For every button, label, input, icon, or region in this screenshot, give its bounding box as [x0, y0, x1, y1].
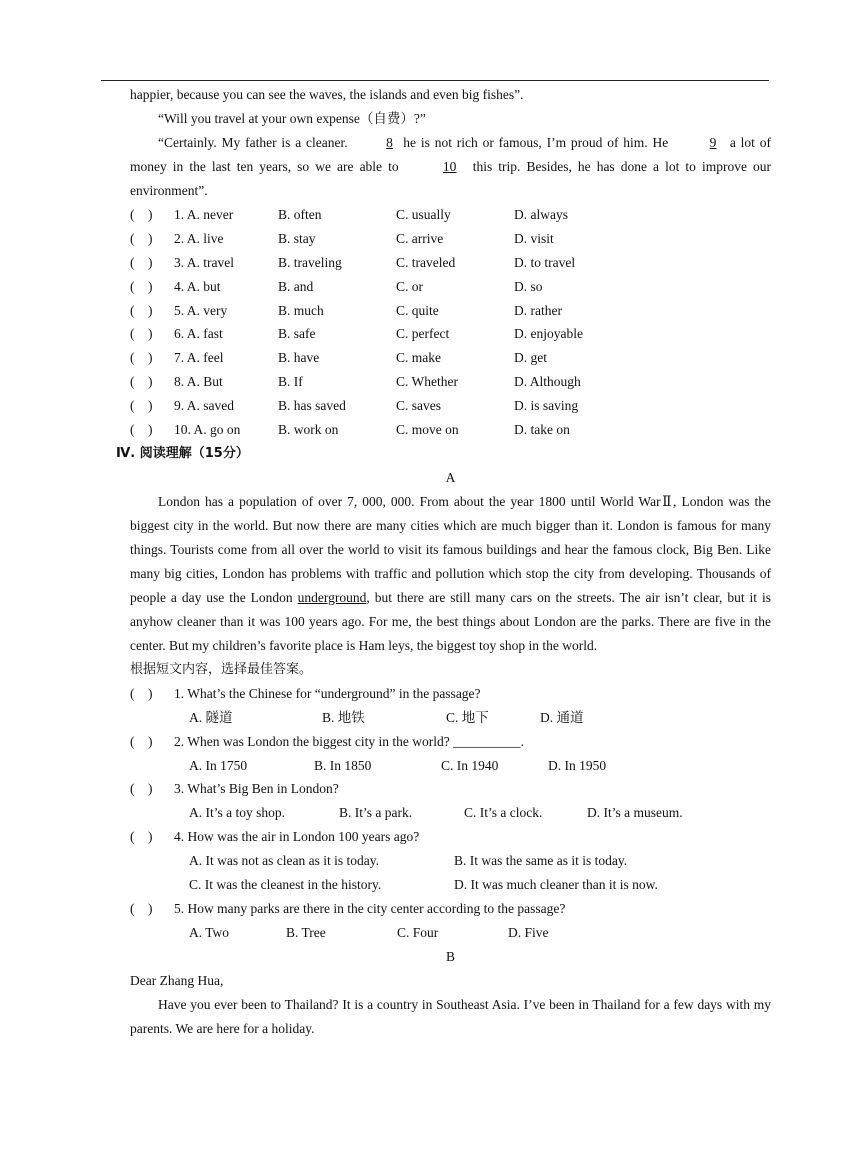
cloze-row: ( ) 5. A. very B. much C. quite D. rather	[130, 302, 562, 318]
cloze-row: ( ) 9. A. saved B. has saved C. saves D. is saving	[130, 398, 579, 414]
page-content	[116, 83, 772, 1041]
blank-10: 10	[442, 159, 457, 174]
cloze-row: ( ) 7. A. feel B. have C. make D. get	[130, 350, 547, 366]
question: ( ) 1. What’s the Chinese for “underground” in the passage?	[130, 685, 481, 701]
cloze-row: ( ) 10. A. go on B. work on C. move on D. take on	[130, 422, 570, 438]
header-rule	[101, 80, 769, 81]
question: ( ) 4. How was the air in London 100 years ago?	[130, 829, 420, 845]
blank-8: 8	[386, 135, 393, 150]
question: ( ) 5. How many parks are there in the city center according to the passage?	[130, 900, 566, 916]
cloze-row: ( ) 1. A. never B. often C. usually D. always	[130, 207, 568, 222]
cloze-row: ( ) 8. A. But B. If C. Whether D. Although	[130, 374, 581, 390]
cloze-options	[130, 203, 771, 442]
question-options: A. Two B. Tree C. Four D. Five	[189, 924, 549, 940]
passage-line: happier, because you can see the waves, the islands and even big fishes”.	[130, 87, 524, 102]
question: ( ) 2. When was London the biggest city in the world? __________.	[130, 733, 524, 749]
question-list	[130, 682, 771, 945]
passage-paragraph: “Certainly. My father is a cleaner. 8 he is not rich or famous, I’m proud of him. He 9 a lot of money in the last ten years, so we are able to 10 this trip. Besides, he has done a lot to improve our environment”.	[130, 131, 771, 203]
letter-greeting: Dear Zhang Hua,	[130, 972, 224, 988]
question-options: A. It’s a toy shop. B. It’s a park. C. It’s a clock. D. It’s a museum.	[189, 805, 683, 821]
blank-9: 9	[709, 135, 717, 150]
part-label-b: B	[445, 948, 455, 964]
section-heading: Ⅳ. 阅读理解（15分）	[116, 445, 249, 461]
question-options: A. 隧道 B. 地铁 C. 地下 D. 通道	[189, 709, 584, 725]
passage-a: London has a population of over 7, 000, 000. From about the year 1800 until World WarⅡ, London was the biggest city in the world. But now there are many cities which are much bigger than it. London is famous for many things. Tourists come from all over the world to visit its famous buildings and hear the famous clock, Big Ben. Like many big cities, London has problems with traffic and pollution which stop the city from developing. Thousands of people a day use the London underground, but there are still many cars on the streets. The air isn’t clear, but it is anyhow cleaner than it was 100 years ago. For me, the best things about London are the parks. There are five in the center. But my children’s favorite place is Ham leys, the biggest toy shop in the world.	[130, 493, 772, 653]
underlined-word: underground	[297, 589, 367, 605]
question-options: C. It was the cleanest in the history. D. It was much cleaner than it is now.	[189, 877, 658, 893]
question-options: A. It was not as clean as it is today. B. It was the same as it is today.	[189, 853, 628, 869]
passage-line: “Will you travel at your own expense（自费）?”	[158, 111, 426, 126]
cloze-row: ( ) 6. A. fast B. safe C. perfect D. enjoyable	[130, 326, 583, 342]
cloze-row: ( ) 2. A. live B. stay C. arrive D. visit	[130, 230, 554, 246]
part-label-a: A	[445, 469, 456, 485]
letter-body: Have you ever been to Thailand? It is a country in Southeast Asia. I’ve been in Thailand for a few days with my parents. We are here for a holiday.	[130, 996, 771, 1036]
cloze-row: ( ) 4. A. but B. and C. or D. so	[130, 278, 543, 294]
instruction: 根据短文内容，选择最佳答案。	[130, 661, 313, 677]
question: ( ) 3. What’s Big Ben in London?	[130, 781, 339, 797]
cloze-row: ( ) 3. A. travel B. traveling C. traveled D. to travel	[130, 254, 576, 270]
question-options: A. In 1750 B. In 1850 C. In 1940 D. In 1950	[189, 757, 607, 773]
